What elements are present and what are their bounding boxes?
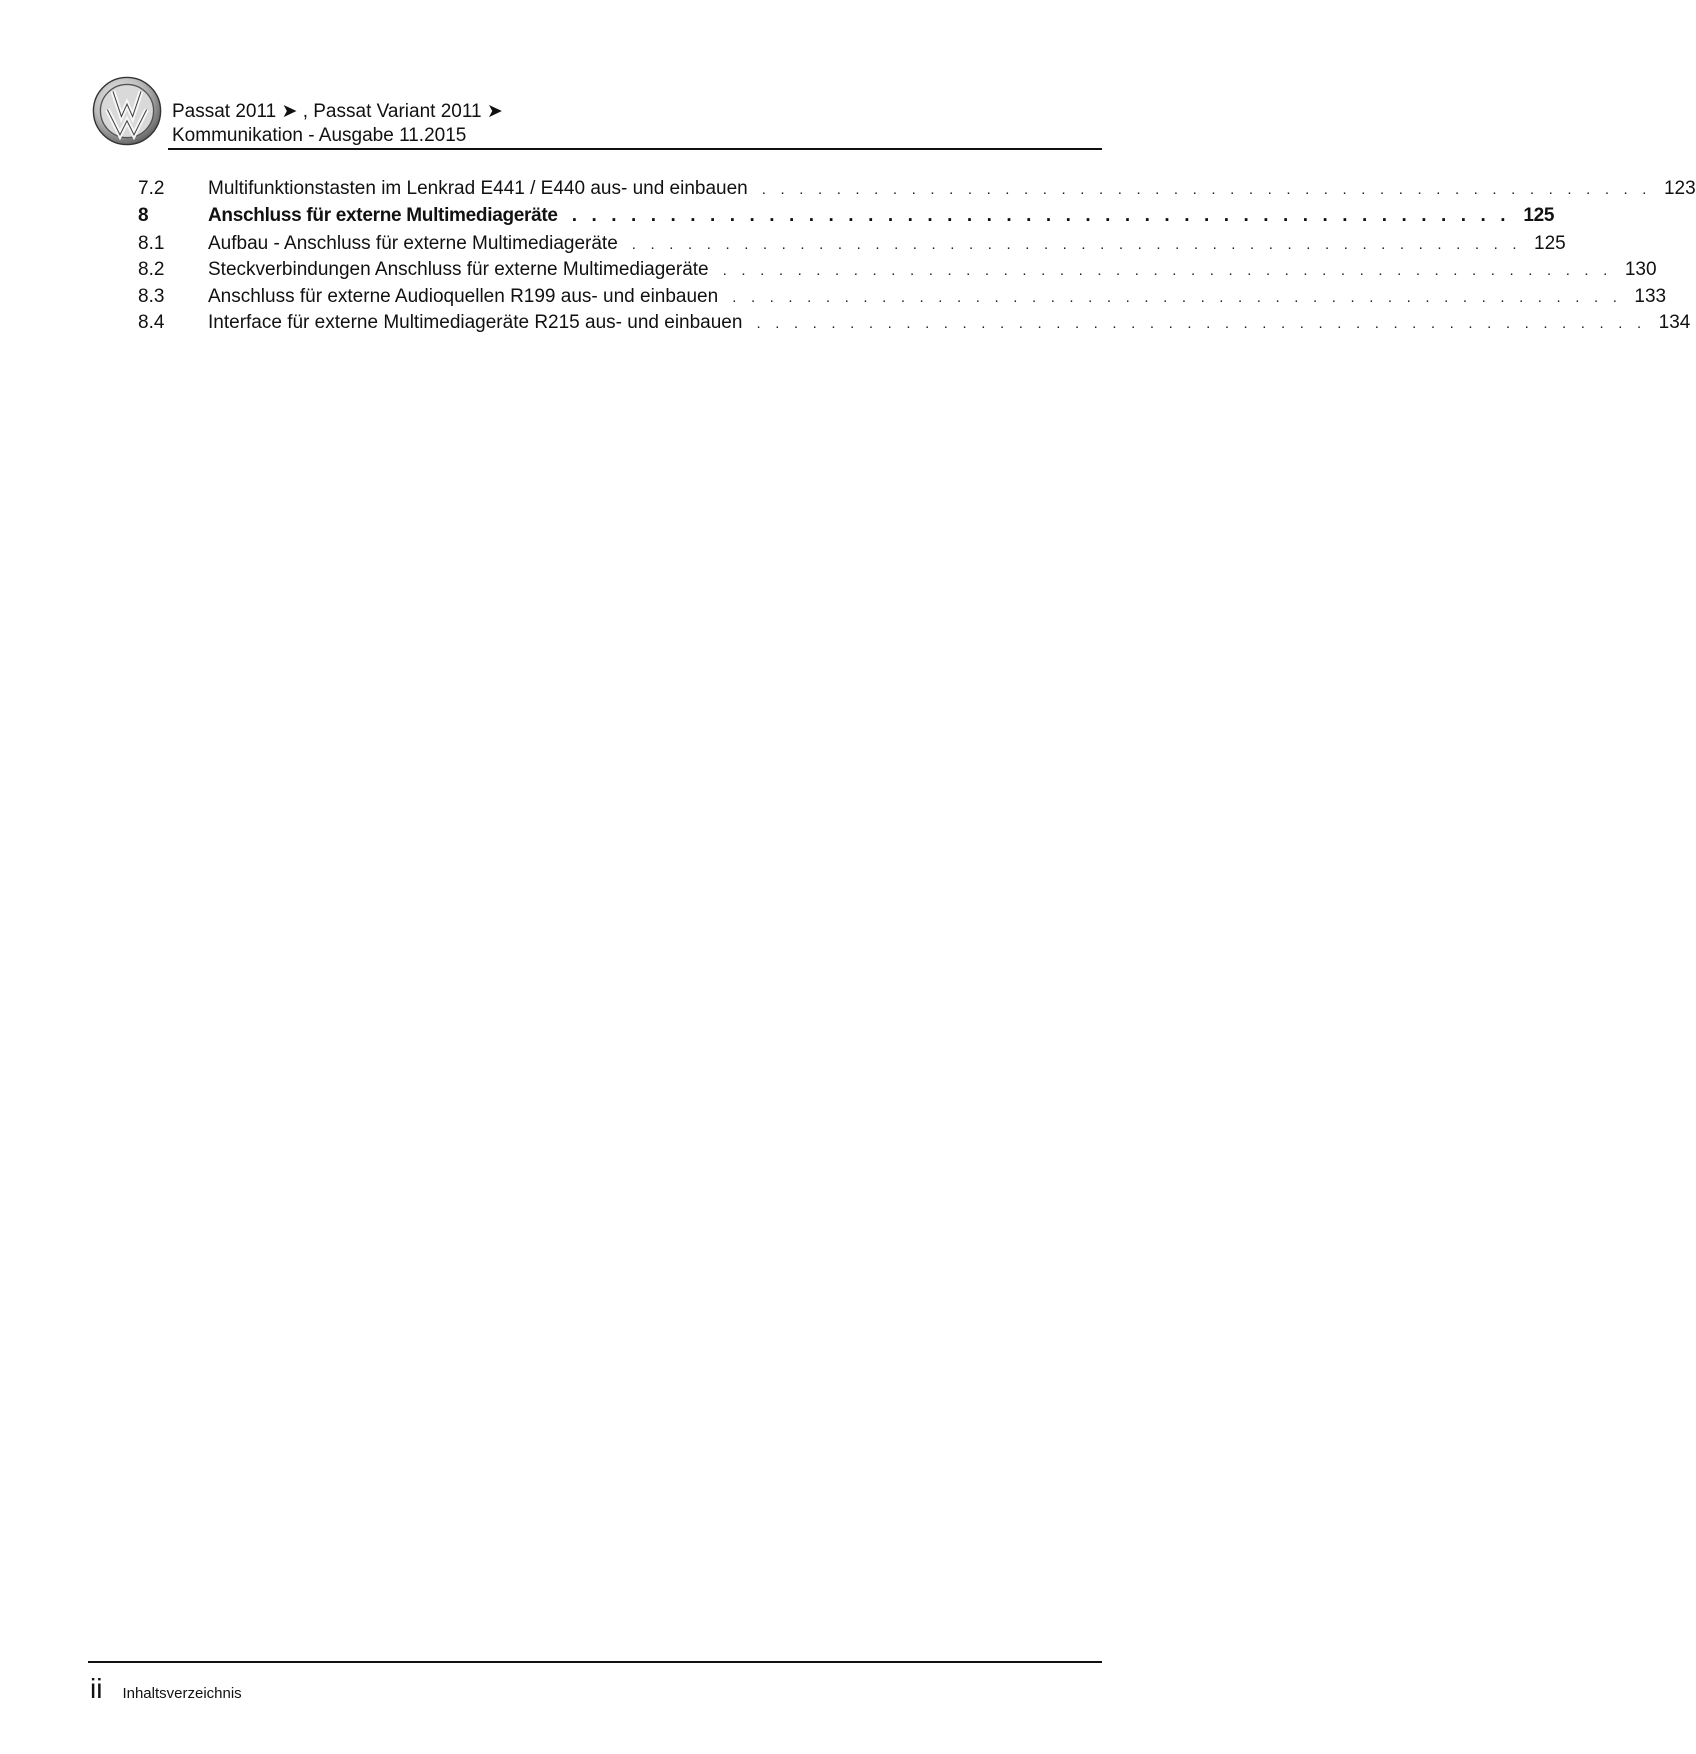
toc-entry-title: Steckverbindungen Anschluss für externe Multimediageräte xyxy=(208,257,723,283)
footer-divider xyxy=(88,1661,1102,1663)
toc-entry-page: 125 xyxy=(1534,232,1566,254)
toc-entry-number: 8.1 xyxy=(138,232,165,254)
toc-entry-title: Interface für externe Multimediageräte R215 aus- und einbauen xyxy=(208,310,756,336)
toc-entry[interactable] xyxy=(138,231,1566,258)
footer-page-number: ii xyxy=(90,1673,103,1704)
toc-entry[interactable] xyxy=(138,257,1657,284)
toc-entry-title: Anschluss für externe Audioquellen R199 aus- und einbauen xyxy=(208,284,732,310)
toc-entry[interactable] xyxy=(138,310,1691,337)
toc-entry-page: 123 xyxy=(1663,178,1696,199)
toc-leader-dots: . . . . . . . . . . . . . . . . . . . . . . . . . . . . . . . . . . . . . . . . . . . . . . . . xyxy=(722,262,1613,279)
toc-entry-chapter[interactable] xyxy=(138,203,1555,231)
header-title xyxy=(172,100,503,148)
table-of-contents xyxy=(138,176,1696,337)
toc-leader-dots: . . . . . . . . . . . . . . . . . . . . . . . . . . . . . . . . . . . . . . . . . . . . . . . . xyxy=(761,181,1652,198)
toc-entry-number: 8.2 xyxy=(138,259,165,280)
header-divider xyxy=(168,148,1102,150)
toc-entry-page: 134 xyxy=(1658,312,1691,333)
toc-leader-dots: . . . . . . . . . . . . . . . . . . . . . . . . . . . . . . . . . . . . . . . . . . . . . . . . xyxy=(756,315,1647,332)
page-footer xyxy=(90,1672,242,1706)
toc-leader-dots: . . . . . . . . . . . . . . . . . . . . . . . . . . . . . . . . . . . . . . . . . . . . . . . . xyxy=(732,288,1623,306)
toc-entry-number: 8 xyxy=(138,204,149,226)
vw-logo-icon xyxy=(92,76,162,146)
header-line-edition: Kommunikation - Ausgabe 11.2015 xyxy=(172,125,467,146)
toc-entry-page: 133 xyxy=(1634,285,1667,307)
toc-entry[interactable] xyxy=(138,284,1667,311)
header-line-models: Passat 2011 ➤ , Passat Variant 2011 ➤ xyxy=(172,101,503,122)
toc-entry-number: 7.2 xyxy=(138,178,165,199)
footer-section-label: Inhaltsverzeichnis xyxy=(122,1685,242,1702)
toc-entry[interactable] xyxy=(138,176,1696,203)
toc-entry-page: 125 xyxy=(1523,204,1555,226)
toc-leader-dots: . . . . . . . . . . . . . . . . . . . . . . . . . . . . . . . . . . . . . . . . . . . . . . . . xyxy=(571,204,1511,226)
toc-entry-number: 8.4 xyxy=(138,312,165,333)
toc-leader-dots: . . . . . . . . . . . . . . . . . . . . . . . . . . . . . . . . . . . . . . . . . . . . . . . . xyxy=(631,235,1522,253)
toc-entry-number: 8.3 xyxy=(138,285,165,307)
page-header xyxy=(88,74,1102,152)
toc-entry-title: Anschluss für externe Multimediageräte xyxy=(208,203,572,229)
toc-entry-page: 130 xyxy=(1624,259,1657,280)
toc-entry-title: Multifunktionstasten im Lenkrad E441 / E440 aus- und einbauen xyxy=(208,176,762,202)
toc-entry-title: Aufbau - Anschluss für externe Multimediageräte xyxy=(208,231,632,257)
